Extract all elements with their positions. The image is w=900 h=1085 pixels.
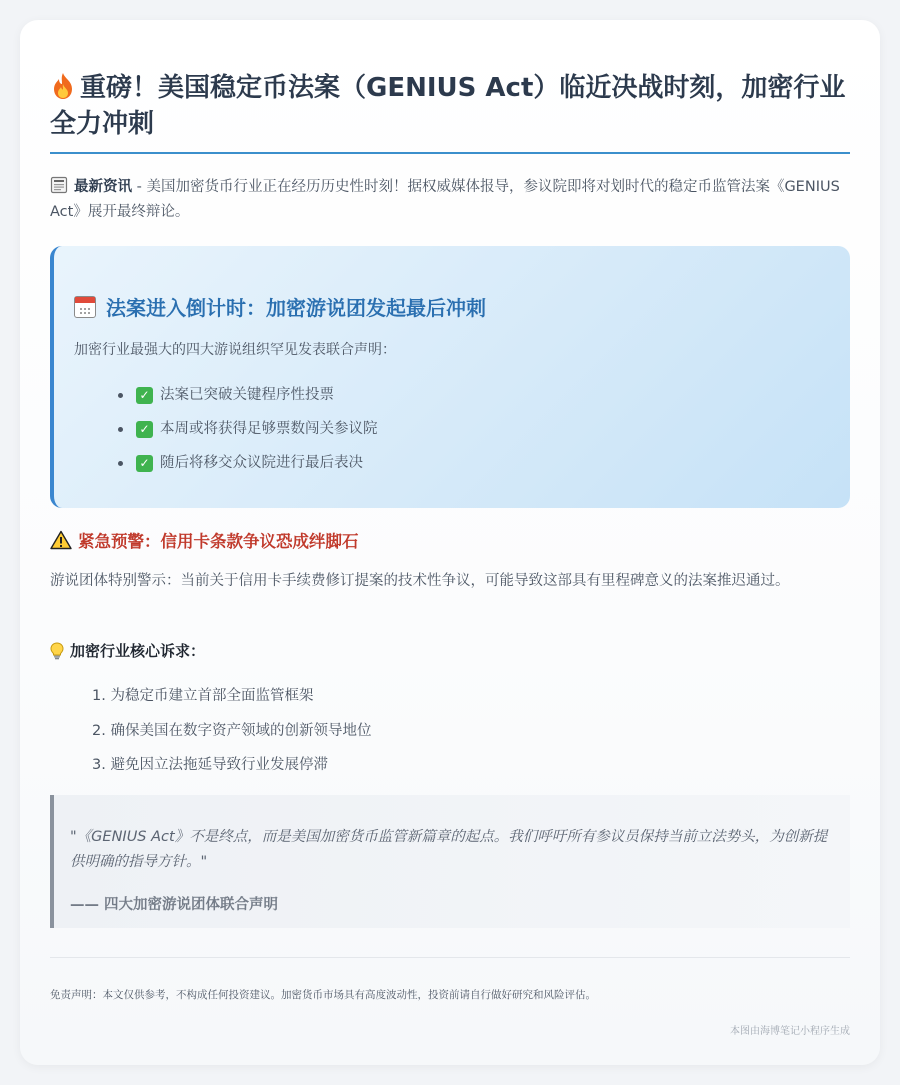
check-icon: ✓ [136,455,153,472]
list-item-text: 法案已突破关键程序性投票 [160,387,334,403]
list-item: 2. 确保美国在数字资产领域的创新领导地位 [92,722,372,739]
list-item: 1. 为稳定币建立首部全面监管框架 [92,688,314,704]
list-item-text: 随后将移交众议院进行最后表决 [160,455,363,471]
joint-statement-quote [50,795,850,928]
countdown-title [74,292,486,321]
footer-divider [50,957,850,958]
calendar-icon [74,296,96,318]
demands-heading [50,640,205,661]
lightbulb-icon [50,642,64,660]
list-item: 3. 避免因立法拖延导致行业发展停滞 [92,757,328,773]
warning-title-text: 紧急预警：信用卡条款争议恐成绊脚石 [78,532,359,551]
demands-heading-text: 加密行业核心诉求： [70,642,206,660]
warning-icon [50,530,72,550]
page-title-text: 重磅！美国稳定币法案（GENIUS Act）临近决战时刻，加密行业全力冲刺 [50,73,846,139]
fire-icon [50,72,76,100]
list-item-text: 本周或将获得足够票数闯关参议院 [160,421,378,437]
bullet-dot [118,427,123,432]
countdown-description: 加密行业最强大的四大游说组织罕见发表联合声明： [74,342,396,358]
page-title [50,70,850,142]
countdown-title-text: 法案进入倒计时：加密游说团发起最后冲刺 [106,296,486,320]
generator-credit: 本图由海博笔记小程序生成 [730,1026,850,1037]
list-item [118,412,378,446]
intro-text: - 美国加密货币行业正在经历历史性时刻！据权威媒体报导，参议院即将对划时代的稳定币监管法案《GENIUS Act》展开最终辩论。 [50,179,840,220]
intro-paragraph [50,175,850,225]
article-card [20,20,880,1065]
bullet-dot [118,393,123,398]
list-item [118,378,378,412]
countdown-list [118,378,378,480]
list-item [118,446,378,480]
title-divider [50,152,850,154]
disclaimer: 免责声明：本文仅供参考，不构成任何投资建议。加密货币市场具有高度波动性，投资前请自行做好研究和风险评估。 [50,989,596,1001]
bullet-dot [118,461,123,466]
warning-title [50,528,359,552]
quote-text: "《GENIUS Act》不是终点，而是美国加密货币监管新篇章的起点。我们呼吁所有参议员保持当前立法势头，为创新提供明确的指导方针。" [70,829,828,870]
check-icon: ✓ [136,421,153,438]
newspaper-icon [50,176,68,194]
demands-list [92,679,371,783]
warning-text: 游说团体特别警示：当前关于信用卡手续费修订提案的技术性争议，可能导致这部具有里程碑意义的法案推迟通过。 [50,573,790,589]
countdown-box [50,246,850,508]
intro-label: 最新资讯 [74,179,132,195]
check-icon: ✓ [136,387,153,404]
quote-source: —— 四大加密游说团体联合声明 [70,897,279,913]
